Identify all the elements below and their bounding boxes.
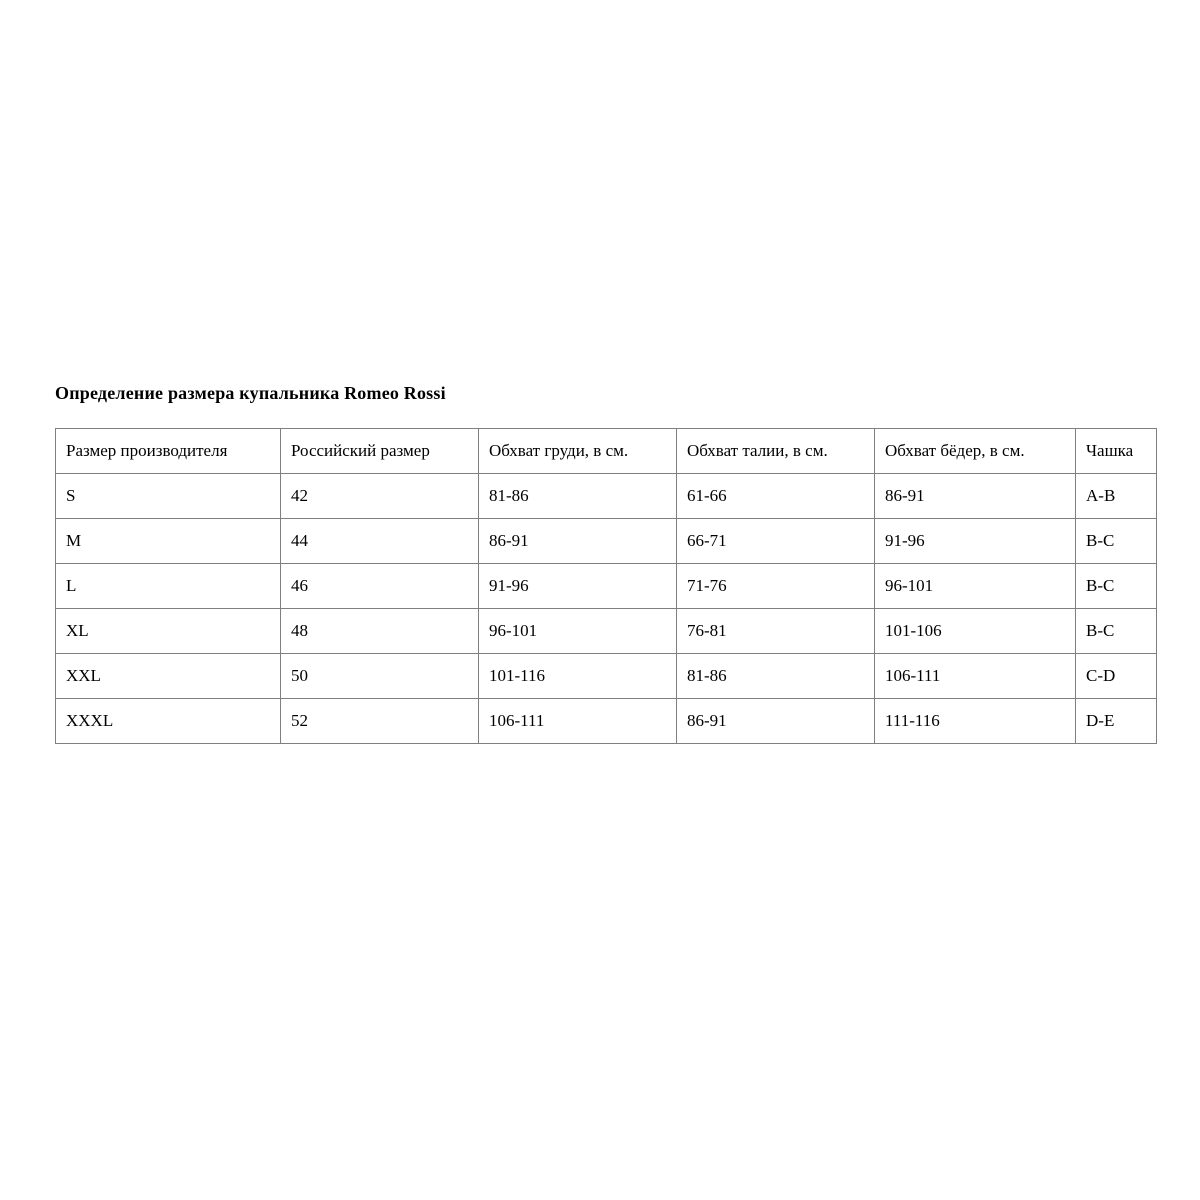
table-row: [56, 654, 1157, 699]
table-cell: S: [56, 474, 281, 519]
table-cell: 111-116: [875, 699, 1076, 744]
table-cell: 50: [281, 654, 479, 699]
column-header: Обхват груди, в см.: [479, 429, 677, 474]
table-cell: B-C: [1076, 564, 1157, 609]
table-cell: 71-76: [677, 564, 875, 609]
table-row: [56, 474, 1157, 519]
table-cell: M: [56, 519, 281, 564]
page-title: Определение размера купальника Romeo Rossi: [55, 383, 446, 403]
column-header: Размер производителя: [56, 429, 281, 474]
table-cell: L: [56, 564, 281, 609]
table-cell: 52: [281, 699, 479, 744]
column-header: Обхват талии, в см.: [677, 429, 875, 474]
table-body: [56, 474, 1157, 744]
table-cell: B-C: [1076, 519, 1157, 564]
table-cell: 86-91: [677, 699, 875, 744]
table-row: [56, 564, 1157, 609]
table-cell: 91-96: [875, 519, 1076, 564]
table-cell: 42: [281, 474, 479, 519]
table-cell: 86-91: [479, 519, 677, 564]
table-cell: A-B: [1076, 474, 1157, 519]
table-cell: XL: [56, 609, 281, 654]
table-cell: 48: [281, 609, 479, 654]
column-header: Чашка: [1076, 429, 1157, 474]
table-cell: XXXL: [56, 699, 281, 744]
table-cell: 106-111: [875, 654, 1076, 699]
table-cell: 101-116: [479, 654, 677, 699]
table-cell: 91-96: [479, 564, 677, 609]
table-cell: 106-111: [479, 699, 677, 744]
table-cell: 61-66: [677, 474, 875, 519]
table-header-row: [56, 429, 1157, 474]
table-cell: 101-106: [875, 609, 1076, 654]
table-cell: 81-86: [677, 654, 875, 699]
table-cell: B-C: [1076, 609, 1157, 654]
table-cell: XXL: [56, 654, 281, 699]
table-row: [56, 699, 1157, 744]
table-header: [56, 429, 1157, 474]
table-cell: 66-71: [677, 519, 875, 564]
table-cell: 96-101: [479, 609, 677, 654]
table-cell: 86-91: [875, 474, 1076, 519]
table-cell: D-E: [1076, 699, 1157, 744]
table-row: [56, 609, 1157, 654]
table-row: [56, 519, 1157, 564]
column-header: Российский размер: [281, 429, 479, 474]
column-header: Обхват бёдер, в см.: [875, 429, 1076, 474]
table-cell: 44: [281, 519, 479, 564]
table-cell: 76-81: [677, 609, 875, 654]
table-cell: 96-101: [875, 564, 1076, 609]
table-cell: C-D: [1076, 654, 1157, 699]
size-chart-table: [55, 428, 1157, 744]
table-cell: 81-86: [479, 474, 677, 519]
table-cell: 46: [281, 564, 479, 609]
